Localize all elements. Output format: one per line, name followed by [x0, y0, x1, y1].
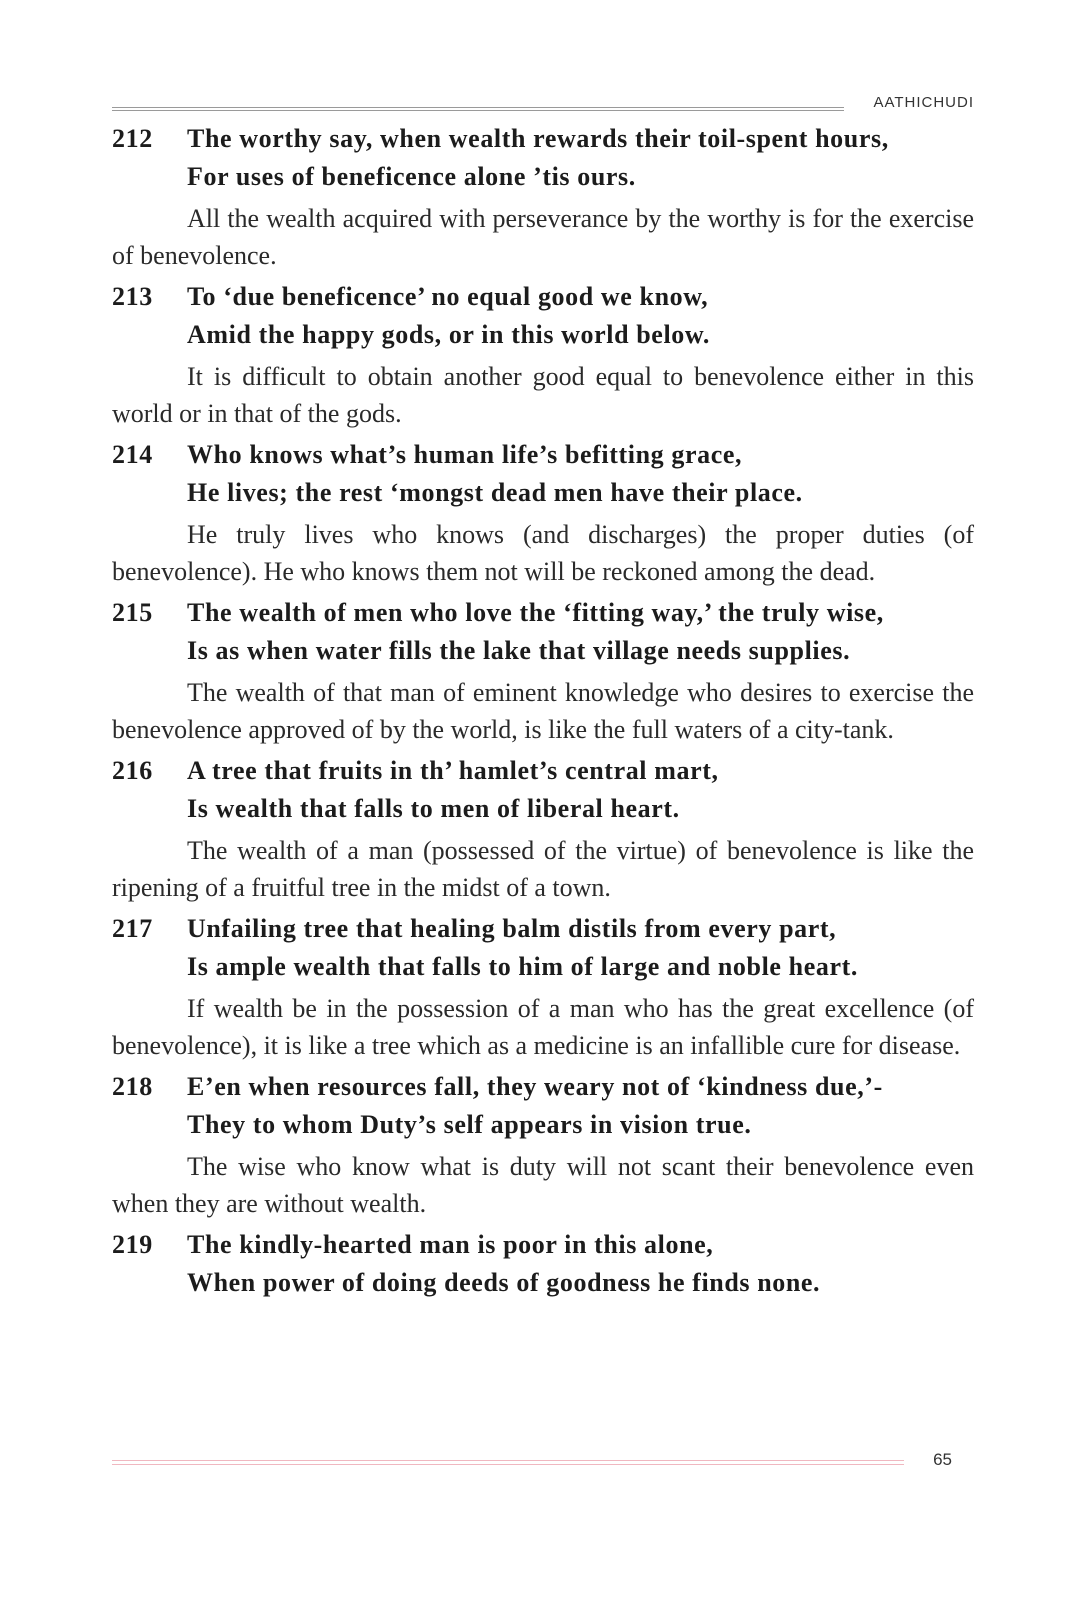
verse-number: 213 — [112, 282, 153, 311]
verse-lines — [187, 752, 974, 828]
explanation: The wealth of a man (possessed of the virtue) of benevolence is like the ripening of a fruitful tree in the midst of a town. — [112, 836, 974, 902]
verse — [112, 120, 974, 196]
couplet-entry-216 — [112, 752, 974, 906]
verse — [112, 594, 974, 670]
couplet-entry-213 — [112, 278, 974, 432]
explanation: The wealth of that man of eminent knowledge who desires to exercise the benevolence approved of by the world, is like the full waters of a city-tank. — [112, 678, 974, 744]
verse-line: When power of doing deeds of goodness he finds none. — [187, 1268, 821, 1297]
verse-number: 217 — [112, 914, 153, 943]
footer-rule — [112, 1460, 904, 1465]
verse-lines — [187, 436, 974, 512]
running-header — [112, 94, 974, 114]
page-number: 65 — [933, 1450, 952, 1469]
couplet-entry-214 — [112, 436, 974, 590]
verse-lines — [187, 594, 974, 670]
verse-number: 214 — [112, 440, 153, 469]
verse-line: The worthy say, when wealth rewards their toil-spent hours, — [187, 124, 889, 153]
explanation: He truly lives who knows (and discharges) the proper duties (of benevolence). He who knows them not will be reckoned among the dead. — [112, 520, 974, 586]
verse-line: Is as when water fills the lake that village needs supplies. — [187, 636, 851, 665]
couplet-entry-219 — [112, 1226, 974, 1302]
verse — [112, 436, 974, 512]
verse-number: 219 — [112, 1230, 153, 1259]
verse-line: E’en when resources fall, they weary not of ‘kindness due,’- — [187, 1072, 883, 1101]
header-title: AATHICHUDI — [873, 94, 974, 111]
verse-number: 216 — [112, 756, 153, 785]
couplet-entry-212 — [112, 120, 974, 274]
verse-lines — [187, 120, 974, 196]
verse-number: 212 — [112, 124, 153, 153]
verse-line: The wealth of men who love the ‘fitting way,’ the truly wise, — [187, 598, 884, 627]
verse-line: Who knows what’s human life’s befitting grace, — [187, 440, 743, 469]
verse-number: 215 — [112, 598, 153, 627]
verse-lines — [187, 1068, 974, 1144]
verse — [112, 1226, 974, 1302]
verse-lines — [187, 1226, 974, 1302]
verse-line: A tree that fruits in th’ hamlet’s central mart, — [187, 756, 719, 785]
page-content — [112, 120, 974, 1302]
verse-number: 218 — [112, 1072, 153, 1101]
verse — [112, 1068, 974, 1144]
couplet-entry-215 — [112, 594, 974, 748]
verse-line: He lives; the rest ‘mongst dead men have their place. — [187, 478, 803, 507]
explanation: If wealth be in the possession of a man who has the great excellence (of benevolence), it is like a tree which as a medicine is an infallible cure for disease. — [112, 994, 974, 1060]
verse-line: Is wealth that falls to men of liberal heart. — [187, 794, 680, 823]
verse-line: Is ample wealth that falls to him of large and noble heart. — [187, 952, 858, 981]
explanation: It is difficult to obtain another good equal to benevolence either in this world or in that of the gods. — [112, 362, 974, 428]
couplet-entry-218 — [112, 1068, 974, 1222]
verse-lines — [187, 278, 974, 354]
verse-line: To ‘due beneficence’ no equal good we know, — [187, 282, 709, 311]
couplet-entry-217 — [112, 910, 974, 1064]
verse-line: The kindly-hearted man is poor in this alone, — [187, 1230, 714, 1259]
verse-line: For uses of beneficence alone ’tis ours. — [187, 162, 636, 191]
verse — [112, 752, 974, 828]
page-footer — [112, 1448, 974, 1472]
header-rule — [112, 107, 844, 111]
explanation: All the wealth acquired with perseverance by the worthy is for the exercise of benevolence. — [112, 204, 974, 270]
verse-lines — [187, 910, 974, 986]
verse-line: Unfailing tree that healing balm distils from every part, — [187, 914, 837, 943]
verse-line: Amid the happy gods, or in this world below. — [187, 320, 710, 349]
verse-line: They to whom Duty’s self appears in vision true. — [187, 1110, 752, 1139]
explanation: The wise who know what is duty will not scant their benevolence even when they are without wealth. — [112, 1152, 974, 1218]
verse — [112, 910, 974, 986]
verse — [112, 278, 974, 354]
